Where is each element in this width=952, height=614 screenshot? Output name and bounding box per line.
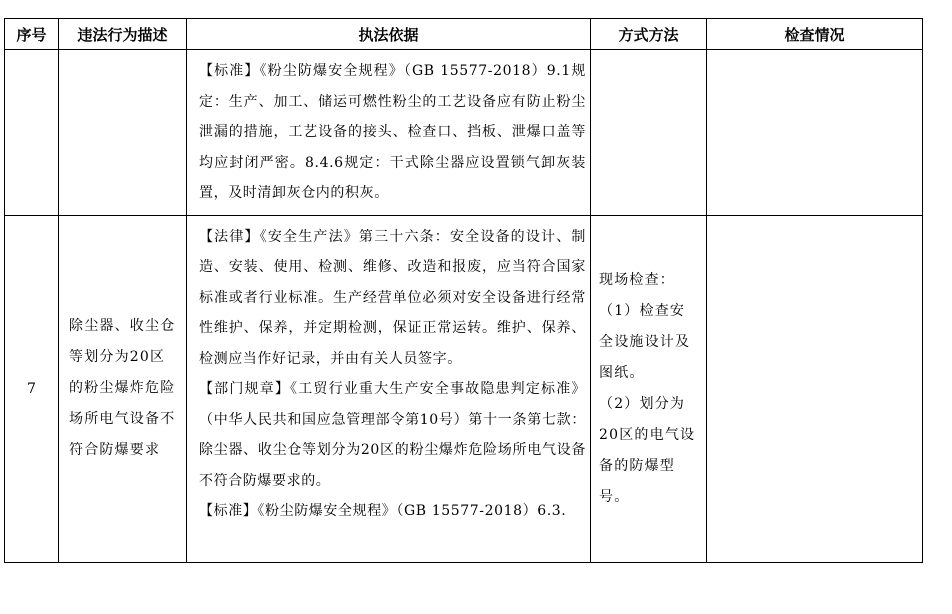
header-basis: 执法依据 bbox=[187, 19, 591, 50]
seq-cell: 7 bbox=[5, 215, 59, 562]
method-cell bbox=[591, 50, 707, 216]
table-header-row bbox=[5, 19, 923, 50]
table-row-7 bbox=[5, 215, 923, 562]
header-result: 检查情况 bbox=[707, 19, 923, 50]
header-violation: 违法行为描述 bbox=[59, 19, 187, 50]
header-method: 方式方法 bbox=[591, 19, 707, 50]
basis-cell bbox=[187, 50, 591, 216]
table-row-continued bbox=[5, 50, 923, 216]
method-line-2: （2）划分为20区的电气设备的防爆型号。 bbox=[599, 395, 696, 505]
result-cell bbox=[707, 50, 923, 216]
basis-paragraph-regulation: 【部门规章】《工贸行业重大生产安全事故隐患判定标准》（中华人民共和国应急管理部令第10号）第十一条第七款：除尘器、收尘仓等划分为20区的粉尘爆炸危险场所电气设备不符合防爆要求的。 bbox=[199, 381, 586, 489]
header-seq: 序号 bbox=[5, 19, 59, 50]
inspection-table bbox=[4, 18, 923, 563]
basis-paragraph: 【标准】《粉尘防爆安全规程》（GB 15577-2018）9.1规定：生产、加工、储运可燃性粉尘的工艺设备应有防止粉尘泄漏的措施，工艺设备的接头、检查口、挡板、泄爆口盖等均应封闭严密。8.4.6规定：干式除尘器应设置锁气卸灰装置，及时清卸灰仓内的积灰。 bbox=[199, 63, 586, 201]
basis-cell bbox=[187, 215, 591, 562]
result-cell bbox=[707, 215, 923, 562]
basis-paragraph-standard: 【标准】《粉尘防爆安全规程》（GB 15577-2018）6.3. bbox=[199, 503, 567, 519]
basis-paragraph-law: 【法律】《安全生产法》第三十六条：安全设备的设计、制造、安装、使用、检测、维修、改造和报废，应当符合国家标准或者行业标准。生产经营单位必须对安全设备进行经常性维护、保养，并定期检测，保证正常运转。维护、保养、检测应当作好记录，并由有关人员签字。 bbox=[199, 228, 586, 367]
violation-cell: 除尘器、收尘仓等划分为20区的粉尘爆炸危险场所电气设备不符合防爆要求 bbox=[59, 215, 187, 562]
method-line-intro: 现场检查： bbox=[599, 271, 675, 288]
violation-cell bbox=[59, 50, 187, 216]
method-line-1: （1）检查安全设施设计及图纸。 bbox=[599, 302, 691, 381]
seq-cell bbox=[5, 50, 59, 216]
method-cell bbox=[591, 215, 707, 562]
